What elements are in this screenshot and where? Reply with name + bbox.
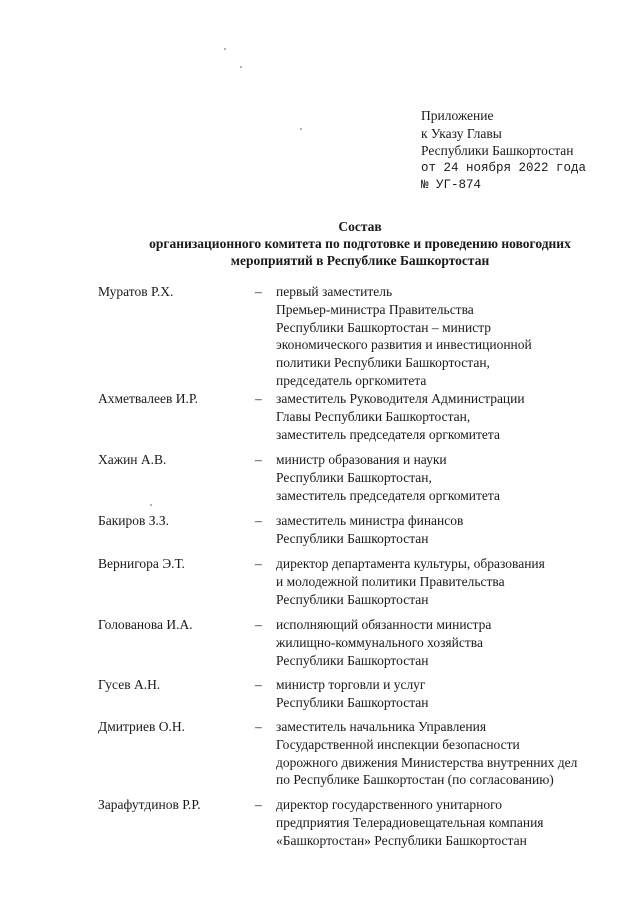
member-role-line: экономического развития и инвестиционной xyxy=(276,337,532,353)
appendix-block xyxy=(421,107,586,195)
member-role xyxy=(276,616,596,669)
member-name: Дмитриев О.Н. xyxy=(98,719,186,734)
member-name: Муратов Р.Х. xyxy=(98,284,174,299)
title-line-3: мероприятий в Республике Башкортостан xyxy=(230,253,490,268)
member-role xyxy=(276,676,596,712)
member-role-line: Республики Башкортостан – министр xyxy=(276,319,492,335)
scan-speck xyxy=(240,66,242,68)
member-role-line: Республики Башкортостан xyxy=(276,591,429,607)
scan-speck xyxy=(150,504,152,506)
document-title xyxy=(80,218,640,269)
member-name: Ахметвалеев И.Р. xyxy=(98,391,199,406)
title-line-1: Состав xyxy=(338,219,382,234)
member-role-line: Республики Башкортостан xyxy=(276,694,429,710)
member-role-line: Главы Республики Башкортостан, xyxy=(276,408,471,424)
member-role-line: директор департамента культуры, образования xyxy=(276,556,545,571)
member-role-line: Государственной инспекции безопасности xyxy=(276,736,520,752)
member-role xyxy=(276,451,596,504)
member-role-line: Республики Башкортостан xyxy=(276,652,429,668)
member-role-line: дорожного движения Министерства внутренних дел xyxy=(276,754,578,770)
member-role-line: исполняющий обязанности министра xyxy=(276,617,492,632)
member-role-line: заместитель начальника Управления xyxy=(276,719,487,734)
member-role-line: министр образования и науки xyxy=(276,452,447,467)
member-dash: – xyxy=(255,513,262,528)
member-name: Голованова И.А. xyxy=(98,617,193,632)
member-name: Гусев А.Н. xyxy=(98,677,161,692)
member-role-line: заместитель председателя оргкомитета xyxy=(276,487,500,503)
member-role xyxy=(276,390,596,443)
title-line-2: организационного комитета по подготовке и проведению новогодних xyxy=(149,236,571,251)
member-role xyxy=(276,718,596,789)
member-role-line: первый заместитель xyxy=(276,284,393,299)
appendix-line-2: к Указу Главы xyxy=(421,125,502,141)
member-role-line: председатель оргкомитета xyxy=(276,372,427,388)
member-role-line: заместитель председателя оргкомитета xyxy=(276,426,500,442)
appendix-date: от 24 ноября 2022 года xyxy=(421,160,587,175)
member-role xyxy=(276,555,596,608)
member-role-line: заместитель Руководителя Администрации xyxy=(276,391,525,406)
member-dash: – xyxy=(255,391,262,406)
member-dash: – xyxy=(255,556,262,571)
member-role-line: директор государственного унитарного xyxy=(276,797,503,812)
member-dash: – xyxy=(255,719,262,734)
member-role-line: предприятия Телерадиовещательная компания xyxy=(276,814,544,830)
member-name: Вернигора Э.Т. xyxy=(98,556,185,571)
member-role-line: министр торговли и услуг xyxy=(276,677,426,692)
member-dash: – xyxy=(255,617,262,632)
member-dash: – xyxy=(255,677,262,692)
member-dash: – xyxy=(255,284,262,299)
member-role-line: и молодежной политики Правительства xyxy=(276,573,505,589)
member-dash: – xyxy=(255,797,262,812)
member-role-line: политики Республики Башкортостан, xyxy=(276,355,490,371)
member-role xyxy=(276,512,596,548)
member-name: Зарафутдинов Р.Р. xyxy=(98,797,201,812)
member-role xyxy=(276,796,596,849)
member-name: Бакиров З.З. xyxy=(98,513,170,528)
member-role-line: Премьер-министра Правительства xyxy=(276,301,474,317)
member-dash: – xyxy=(255,452,262,467)
member-role-line: жилищно-коммунального хозяйства xyxy=(276,634,483,650)
appendix-number: № УГ-874 xyxy=(421,178,482,192)
member-name: Хажин А.В. xyxy=(98,452,167,467)
member-role-line: «Башкортостан» Республики Башкортостан xyxy=(276,832,527,848)
scan-speck xyxy=(300,128,302,130)
member-role-line: по Республике Башкортостан (по согласованию) xyxy=(276,772,554,788)
member-role-line: заместитель министра финансов xyxy=(276,513,464,528)
member-role-line: Республики Башкортостан xyxy=(276,530,429,546)
appendix-line-1: Приложение xyxy=(421,108,494,123)
scan-speck xyxy=(224,48,226,50)
appendix-line-3: Республики Башкортостан xyxy=(421,143,574,158)
member-role xyxy=(276,283,596,390)
member-role-line: Республики Башкортостан, xyxy=(276,469,432,485)
